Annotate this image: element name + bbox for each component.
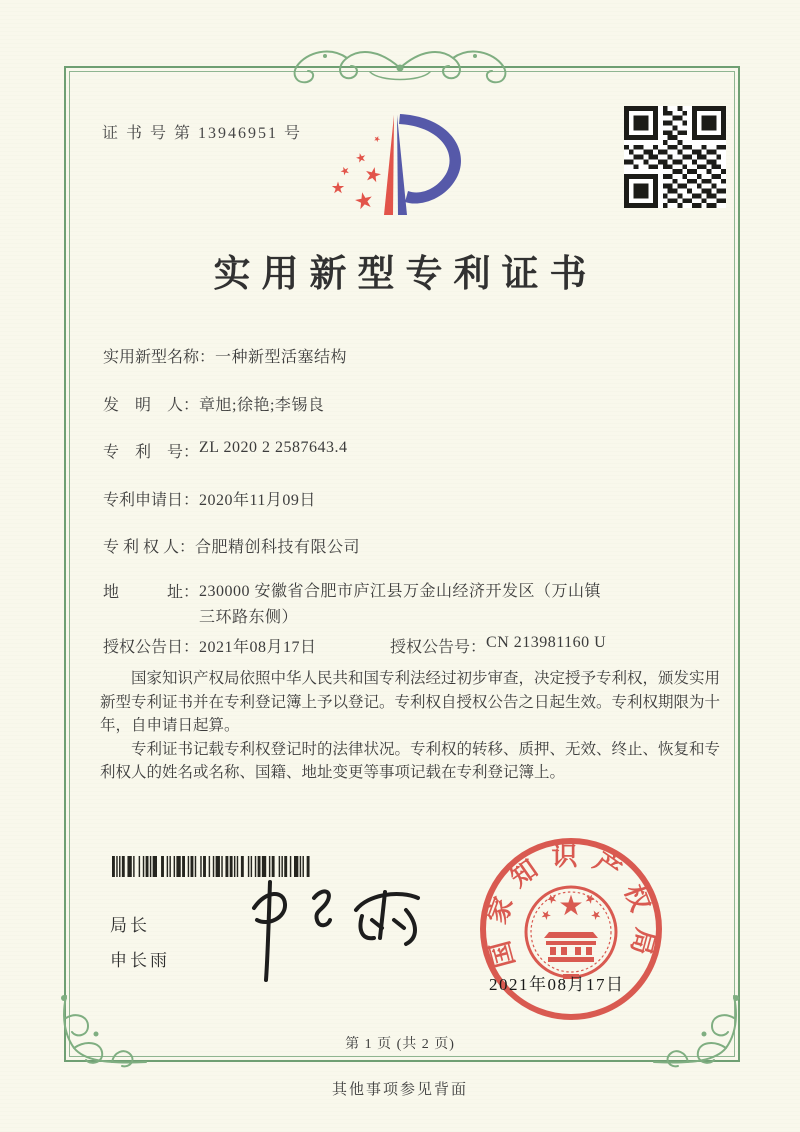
grant-date-value: 2021年08月17日: [199, 639, 317, 656]
field-utility-model-name: [103, 344, 723, 367]
seal-date: 2021年08月17日: [489, 975, 625, 994]
field-value: 合肥精创科技有限公司: [195, 539, 361, 556]
commissioner-signature: [222, 876, 432, 988]
barcode-bars: [112, 856, 310, 877]
grant-number-pair: [390, 634, 606, 657]
field-value: 230000 安徽省合肥市庐江县万金山经济开发区（万山镇三环路东侧）: [199, 583, 602, 626]
seal-text: 国家知识产权局: [481, 842, 661, 971]
signer-name: 申长雨: [110, 951, 170, 970]
field-label: 专利申请日：: [103, 492, 200, 509]
signer-title: 局长: [110, 916, 150, 935]
field-label: 专 利 号：: [103, 444, 200, 461]
field-inventors: [103, 392, 723, 415]
grant-number-value: CN 213981160 U: [486, 634, 607, 651]
signer-block: [110, 908, 170, 978]
field-grant-announcement: [103, 634, 723, 657]
field-value: ZL 2020 2 2587643.4: [199, 439, 348, 456]
legal-paragraph-2: 专利证书记载专利权登记时的法律状况。专利权的转移、质押、无效、终止、恢复和专利权人的姓名或名称、国籍、地址变更等事项记载在专利登记簿上。: [100, 740, 721, 781]
field-address: [103, 579, 723, 631]
field-filing-date: [103, 487, 723, 510]
page-indicator: 第 1 页 (共 2 页): [345, 1037, 455, 1052]
cnipa-patent-logo: [320, 110, 472, 222]
grant-number-label: 授权公告号：: [390, 639, 487, 656]
qr-code: [624, 106, 726, 208]
legal-text-block: [100, 667, 720, 785]
top-flourish-ornament: [285, 38, 515, 94]
certificate-title: 实用新型专利证书: [213, 254, 598, 295]
field-patent-number: [103, 439, 723, 462]
field-value: 章旭;徐艳;李锡良: [199, 397, 325, 414]
field-label: 实用新型名称：: [103, 349, 216, 366]
certificate-number: 证 书 号 第 13946951 号: [102, 125, 303, 142]
field-patentee: [103, 534, 723, 557]
back-note: 其他事项参见背面: [331, 1082, 468, 1098]
field-label: 发 明 人：: [103, 397, 200, 414]
field-value: 一种新型活塞结构: [215, 349, 348, 366]
field-value: 2020年11月09日: [199, 492, 316, 509]
legal-paragraph-1: 国家知识产权局依照中华人民共和国专利法经过初步审查，决定授予专利权，颁发实用新型专利证书并在专利登记簿上予以登记。专利权自授权公告之日起生效。专利权期限为十年，自申请日起算。: [100, 670, 721, 734]
grant-date-label: 授权公告日：: [103, 639, 200, 656]
barcode: [112, 856, 310, 877]
national-emblem: [526, 887, 616, 979]
field-label: 专 利 权 人：: [103, 539, 196, 556]
field-label: 地 址：: [103, 584, 200, 601]
